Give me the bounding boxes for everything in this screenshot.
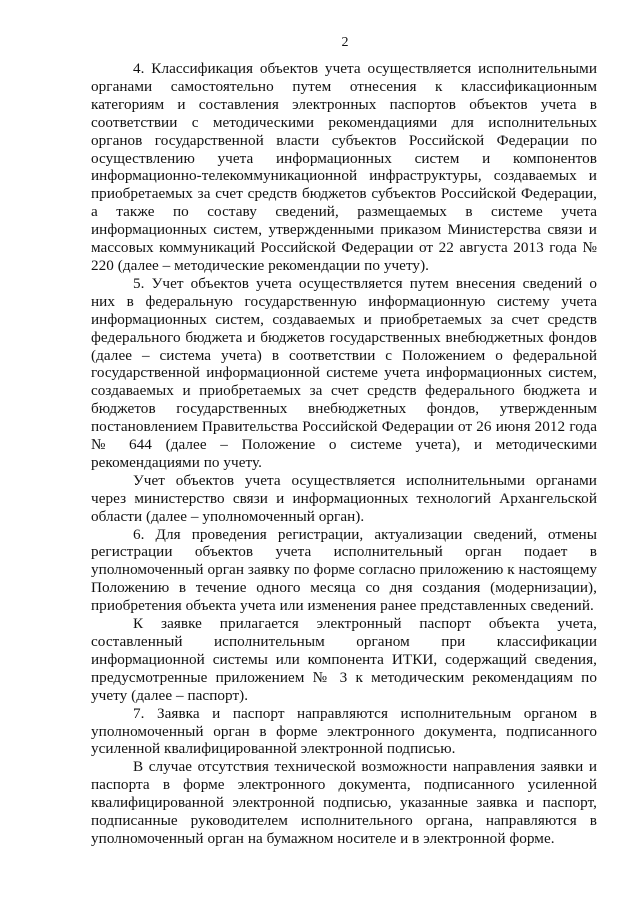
paragraph-6-passport: К заявке прилагается электронный паспорт объекта учета, составленный исполнительным органом при классификации информационной системы или компонента ИТКИ, содержащий сведения, предусмотренные приложением № 3 к методическим рекомендациям по учету (далее – паспорт).	[91, 615, 597, 704]
paragraph-5-authorized-body: Учет объектов учета осуществляется исполнительными органами через министерство связи и информационных технологий Архангельской области (далее – уполномоченный орган).	[91, 471, 597, 525]
paragraph-7-paper-submission: В случае отсутствия технической возможности направления заявки и паспорта в форме электронного документа, подписанного усиленной квалифицированной электронной подписью, указанные заявка и паспорт, подписанные руководителем исполнительного органа, направляются в уполномоченный орган на бумажном носителе и в электронной форме.	[91, 758, 597, 847]
paragraph-6-registration: 6. Для проведения регистрации, актуализации сведений, отмены регистрации объектов учета исполнительный орган подает в уполномоченный орган заявку по форме согласно приложению к настоящему Положению в течение одного месяца со дня создания (модернизации), приобретения объекта учета или изменения ранее представленных сведений.	[91, 525, 597, 615]
paragraph-4-classification: 4. Классификация объектов учета осуществляется исполнительными органами самостоятельно путем отнесения к классификационным категориям и составления электронных паспортов объектов учета в соответствии с методическими рекомендациями для исполнительных органов государственной власти субъектов Российской Федерации по осуществлению учета информационных систем и компонентов информационно-телекоммуникационной инфраструктуры, создаваемых и приобретаемых за счет средств бюджетов субъектов Российской Федерации, а также по составу сведений, размещаемых в системе учета информационных систем, утвержденными приказом Министерства связи и массовых коммуникаций Российской Федерации от 22 августа 2013 года № 220 (далее – методические рекомендации по учету).	[91, 60, 597, 274]
page-number: 2	[341, 35, 349, 50]
paragraph-7-submission: 7. Заявка и паспорт направляются исполнительным органом в уполномоченный орган в форме электронного документа, подписанного усиленной квалифицированной электронной подписью.	[91, 704, 597, 758]
paragraph-5-accounting: 5. Учет объектов учета осуществляется путем внесения сведений о них в федеральную государственную информационную систему учета информационных систем, создаваемых и приобретаемых за счет средств федерального бюджета и бюджетов государственных внебюджетных фондов (далее – система учета) в соответствии с Положением о федеральной государственной информационной системе учета информационных систем, создаваемых и приобретаемых за счет средств федерального бюджета и бюджетов государственных внебюджетных фондов, утвержденным постановлением Правительства Российской Федерации от 26 июня 2012 года № 644 (далее – Положение о системе учета), и методическими рекомендациями по учету.	[91, 274, 597, 471]
